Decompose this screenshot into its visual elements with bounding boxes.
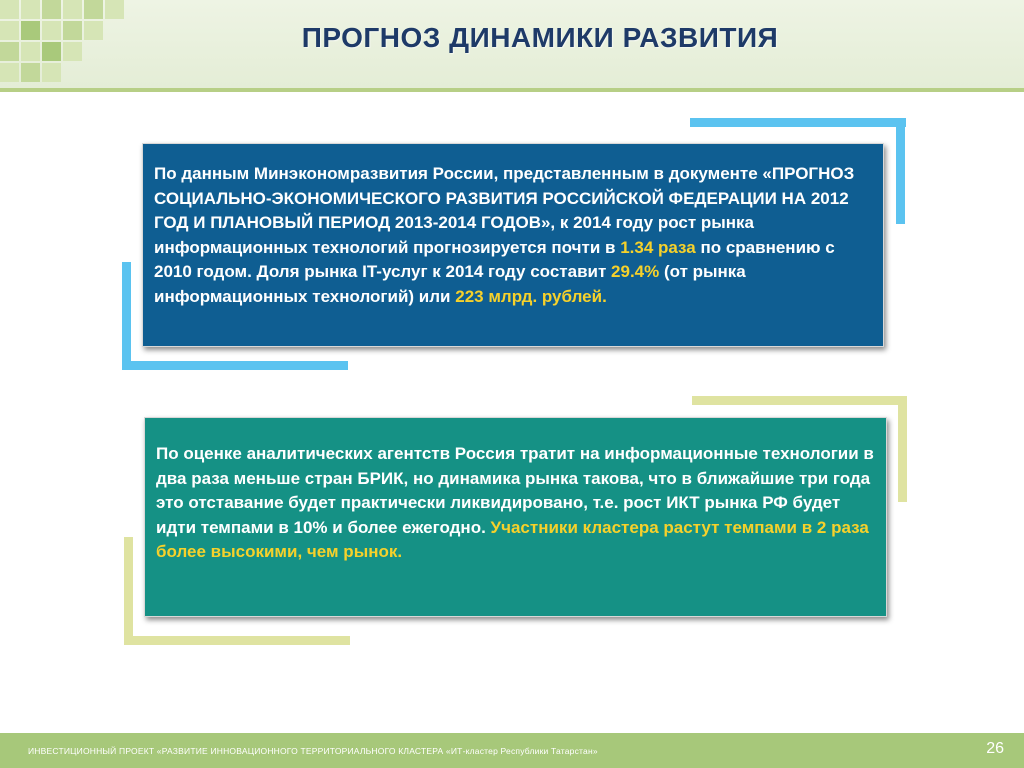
market-volume-highlight: 223 млрд. рублей.	[455, 286, 607, 306]
accent-bracket-bottom-left-2	[124, 636, 350, 645]
ministry-forecast-box	[142, 143, 884, 347]
accent-bracket-top-right-vertical	[896, 118, 905, 224]
accent-bracket-top-right	[690, 118, 906, 127]
forecast-text-part3: (от рынка информационных технологий) или	[154, 262, 746, 306]
header-divider	[0, 88, 1024, 92]
accent-bracket-top-right-vertical-2	[898, 396, 907, 502]
growth-factor-highlight: 1.34 раза	[620, 237, 696, 257]
forecast-text-part2: по сравнению с 2010 годом. Доля рынка IT-услуг к 2014 году составит	[154, 237, 835, 281]
page-number: 26	[986, 740, 1004, 757]
accent-bracket-bottom-left	[122, 361, 348, 370]
accent-bracket-top-right-2	[692, 396, 907, 405]
it-services-share-highlight: 29.4%	[611, 262, 660, 281]
analyst-assessment-box	[144, 417, 887, 617]
analyst-assessment-text	[156, 442, 878, 565]
ministry-forecast-text	[154, 162, 876, 309]
footer-project-title: ИНВЕСТИЦИОННЫЙ ПРОЕКТ «РАЗВИТИЕ ИННОВАЦИОННОГО ТЕРРИТОРИАЛЬНОГО КЛАСТЕРА «ИТ-кластер Республики Татарстан»	[28, 746, 598, 756]
cluster-growth-highlight: Участники кластера растут темпами в 2 раза более высокими, чем рынок.	[156, 517, 869, 561]
assessment-text-part1: По оценке аналитических агентств Россия тратит на информационные технологии в два раза меньше стран БРИК, но динамика рынка такова, что в ближайшие три года это отставание будет практически ликвидировано, т.е. рост ИКТ рынка РФ будет идти темпами в 10% и более ежегодно.	[156, 444, 874, 537]
footer-band	[0, 733, 1024, 768]
accent-bracket-bottom-left-vertical-2	[124, 537, 133, 645]
forecast-text-part1: По данным Минэкономразвития России, представленным в документе «ПРОГНОЗ СОЦИАЛЬНО-ЭКОНОМИЧЕСКОГО РАЗВИТИЯ РОССИЙСКОЙ ФЕДЕРАЦИИ НА 2012 ГОД И ПЛАНОВЫЙ ПЕРИОД 2013-2014 ГОДОВ», к 2014 году рост рынка информационных технологий прогнозируется почти в	[154, 164, 855, 257]
header-band	[0, 0, 1024, 88]
decorative-tile-grid	[0, 0, 140, 88]
slide-title: ПРОГНОЗ ДИНАМИКИ РАЗВИТИЯ	[301, 22, 779, 53]
accent-bracket-bottom-left-vertical	[122, 262, 131, 370]
